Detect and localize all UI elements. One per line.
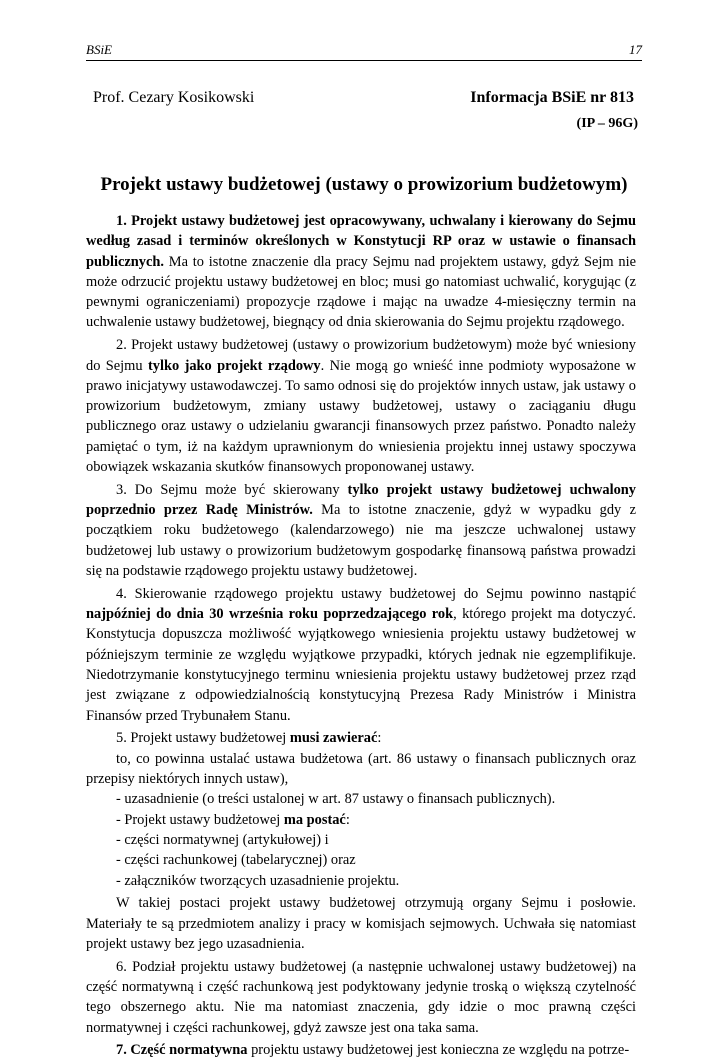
- info-number: Informacja BSiE nr 813: [470, 89, 634, 106]
- paragraph-5-line-3-a: - Projekt ustawy budżetowej: [116, 811, 284, 828]
- paragraph-3-bold: tylko projekt ustawy budżetowej uchwalony poprzednio przez Radę Ministrów.: [86, 481, 636, 519]
- paragraph-3-text-b: Ma to istotne znaczenie, gdyż w wypadku gdy z początkiem roku budżetowego (kalendarzowego) nie ma jeszcze uchwalonej ustawy budżetowej lub ustawy o prowizorium budżetowym gospodarkę finansową państwa prowadzi się na podstawie rządowego projektu ustawy budżetowej.: [86, 502, 636, 580]
- paragraph-4-text-b: , którego projekt ma dotyczyć. Konstytucja dopuszcza możliwość wyjątkowego wniesienia projektu ustawy budżetowej w późniejszym terminie ze względu wyjątkowe przypadki, których jednak nie egzemplifikuje. Niedotrzymanie konstytucyjnego terminu wniesienia projektu ustawy budżetowej przez rząd jest związane z odpowiedzialnością konstytucyjną Prezesa Rady Ministrów i Ministra Finansów przed Trybunałem Stanu.: [86, 606, 636, 724]
- paragraph-1-bold: 1. Projekt ustawy budżetowej jest opracowywany, uchwalany i kierowany do Sejmu według zasad i terminów określonych w Konstytucji RP oraz w ustawie o finansach publicznych.: [86, 213, 636, 270]
- paragraph-5-line-5: - części rachunkowej (tabelarycznej) oraz: [116, 852, 356, 869]
- paragraph-5-line-1: to, co powinna ustalać ustawa budżetowa (art. 86 ustawy o finansach publicznych oraz przepisy niektórych innych ustaw),: [86, 750, 636, 788]
- paragraph-2-text-b: . Nie mogą go wnieść inne podmioty wyposażone w prawo inicjatywy ustawodawczej. To samo odnosi się do projektów innych ustaw, jak ustawy o prowizorium budżetowym, zmiany ustawy budżetowej, ustawy o zaciąganiu długu publicznego oraz ustawy o udzielaniu gwarancji finansowych przez państwo. Ponadto należy pamiętać o tym, iż na każdym uprawnionym do wniesienia projektu innej ustawy spoczywa obowiązek wskazania skutków finansowych proponowanej ustawy.: [86, 357, 636, 476]
- info-code: (IP – 96G): [576, 116, 638, 131]
- paragraph-5-closing: W takiej postaci projekt ustawy budżetowej otrzymują organy Sejmu i posłowie. Materiały te są przedmiotem analizy i pracy w komisjach sejmowych. Uchwała się natomiast projekt ustawy bez jego uzasadnienia.: [86, 895, 636, 952]
- paragraph-5: [86, 728, 636, 748]
- paragraph-7-text: projektu ustawy budżetowej jest konieczna ze względu na potrze-: [247, 1042, 630, 1059]
- paragraph-4-text-a: 4. Skierowanie rządowego projektu ustawy budżetowej do Sejmu powinno nastąpić: [116, 585, 636, 602]
- paragraph-3-text-a: 3. Do Sejmu może być skierowany: [116, 481, 348, 498]
- paragraph-4: [86, 584, 636, 726]
- paragraph-5-line-3-bold: ma postać: [283, 811, 346, 828]
- paragraph-5-bold: musi zawierać: [289, 730, 378, 747]
- paragraph-5-line-6: - załączników tworzących uzasadnienie projektu.: [116, 872, 400, 889]
- paragraph-7-bold: 7. Część normatywna: [116, 1042, 248, 1059]
- paragraph-3: [86, 480, 636, 581]
- paragraph-5-text-a: 5. Projekt ustawy budżetowej: [116, 730, 290, 747]
- paragraph-2-bold: tylko jako projekt rządowy: [147, 357, 321, 374]
- paragraph-4-bold: najpóźniej do dnia 30 września roku poprzedzającego rok: [86, 606, 454, 623]
- paragraph-5-line-3-b: :: [345, 811, 350, 828]
- paragraph-5-text-b: :: [377, 730, 382, 747]
- author: Prof. Cezary Kosikowski: [93, 89, 255, 106]
- journal-name: BSiE: [86, 42, 112, 57]
- document-title: Projekt ustawy budżetowej (ustawy o prowizorium budżetowym): [100, 174, 628, 195]
- paragraph-2-text-a: 2. Projekt ustawy budżetowej (ustawy o prowizorium budżetowym) może być wniesiony do Sejmu: [86, 337, 636, 374]
- header-rule: [86, 60, 642, 61]
- paragraph-2: [86, 335, 636, 477]
- paragraph-1-text: Ma to istotne znaczenie dla pracy Sejmu nad projektem ustawy, gdyż Sejm nie może odrzucić projektu ustawy budżetowej en bloc; musi go natomiast uchwalić, korygując (z pewnymi ograniczeniami) propozycje rządowe i mając na uwadze 4-miesięczny termin na uchwalenie ustawy budżetowej, biegnący od dnia skierowania do Sejmu projektu rządowego.: [86, 253, 636, 331]
- document-body: [86, 211, 636, 1063]
- paragraph-5-line-3: [86, 810, 636, 830]
- paragraph-6: 6. Podział projektu ustawy budżetowej (a następnie uchwalonej ustawy budżetowej) na część normatywną i część rachunkową jest podyktowany jedynie troską o większą czytelność tego obszernego aktu. Nie ma natomiast znaczenia, gdy idzie o moc prawną części normatywnej i części rachunkowej, gdyż zawsze jest ona taka sama.: [86, 958, 636, 1036]
- paragraph-1: [86, 211, 636, 333]
- paragraph-5-line-2: - uzasadnienie (o treści ustalonej w art. 87 ustawy o finansach publicznych).: [116, 791, 556, 808]
- page-number: 17: [629, 42, 642, 57]
- running-header: [86, 42, 642, 60]
- paragraph-7: [86, 1040, 636, 1060]
- paragraph-5-line-4: - części normatywnej (artykułowej) i: [116, 831, 329, 848]
